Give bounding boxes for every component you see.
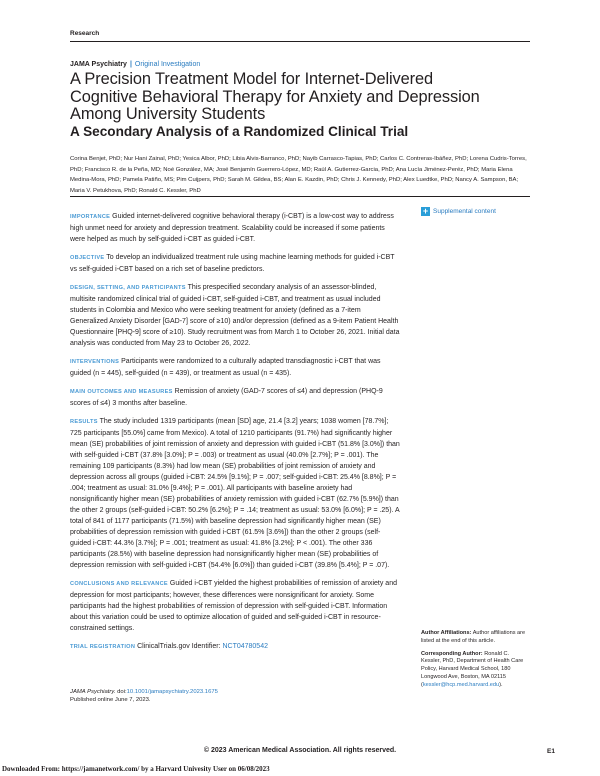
objective-label: OBJECTIVE bbox=[70, 255, 105, 261]
corresponding-author bbox=[421, 651, 530, 690]
interventions-label: INTERVENTIONS bbox=[70, 359, 120, 365]
results-label: RESULTS bbox=[70, 419, 98, 425]
design-text: This prespecified secondary analysis of an assessor-blinded, multisite randomized clinical trial of guided i-CBT, self-guided i-CBT, and treatment as usual included students in Colombia and Mexico who were seeking treatment for anxiety (defined as a 7-item Generalized Anxiety Disorder [GAD-7] score of ≥10) and/or depression (defined as a 9-item Patient Health Questionnaire [PHQ-9] score of ≥10). Study recruitment was from March 1 to October 26, 2021. Initial data analysis was conducted from May 23 to October 26, 2022. bbox=[70, 284, 400, 347]
abstract-importance bbox=[70, 211, 400, 245]
abstract-interventions bbox=[70, 356, 400, 379]
doi-prefix: doi: bbox=[115, 689, 127, 695]
doi-line bbox=[70, 688, 400, 696]
affiliations-note bbox=[421, 630, 530, 646]
abstract-design bbox=[70, 282, 400, 349]
importance-text: Guided internet-delivered cognitive behavioral therapy (i-CBT) is a low-cost way to address high unmet need for anxiety and depression treatment. Scalability could be increased if some patients were helped as much by self-guided i-CBT as guided i-CBT. bbox=[70, 213, 394, 243]
corresponding-end: ). bbox=[499, 681, 503, 688]
header-rule bbox=[70, 41, 530, 42]
citation-block bbox=[70, 688, 400, 704]
conclusions-text: Guided i-CBT yielded the highest probabilities of remission of anxiety and depression for most participants; however, these differences were nonsignificant for anxiety. Some participants had the highest probabilities of remission of depression with self-guided i-CBT. Information about this variation could be used to optimize allocation of guided and self-guided i-CBT in resource-constrained settings. bbox=[70, 580, 397, 632]
abstract-trial bbox=[70, 641, 400, 653]
outcomes-label: MAIN OUTCOMES AND MEASURES bbox=[70, 389, 173, 395]
author-affiliations bbox=[421, 630, 530, 695]
plus-icon: + bbox=[422, 206, 429, 216]
download-stamp: Downloaded From: https://jamanetwork.com/ by a Harvard Univesity User on 06/08/2023 bbox=[2, 765, 270, 773]
affiliations-text: Author affiliations are listed at the end of this article. bbox=[421, 630, 526, 644]
importance-label: IMPORTANCE bbox=[70, 214, 111, 220]
article-subtitle: A Secondary Analysis of a Randomized Clinical Trial bbox=[70, 124, 409, 139]
trial-id-link[interactable]: NCT04780542 bbox=[222, 643, 268, 650]
design-label: DESIGN, SETTING, AND PARTICIPANTS bbox=[70, 285, 186, 291]
abstract-rule bbox=[70, 196, 530, 197]
abstract bbox=[70, 211, 400, 660]
corresponding-text: Ronald C. Kessler, PhD, Department of Health Care Policy, Harvard Medical School, 180 Longwood Ave, Boston, MA 02115 ( bbox=[421, 650, 524, 688]
email-link[interactable]: kessler@hcp.med.harvard.edu bbox=[422, 681, 500, 688]
conclusions-label: CONCLUSIONS AND RELEVANCE bbox=[70, 581, 168, 587]
outcomes-text: Remission of anxiety (GAD-7 scores of ≤4) and depression (PHQ-9 scores of ≤4) 3 months after baseline. bbox=[70, 388, 383, 407]
interventions-text: Participants were randomized to a culturally adapted transdiagnostic i-CBT that was guided (n = 445), self-guided (n = 439), or treatment as usual (n = 435). bbox=[70, 358, 381, 377]
author-list: Corina Benjet, PhD; Nur Hani Zainal, PhD; Yesica Albor, PhD; Libia Alvis-Barranco, PhD; Nayib Carrasco-Tapias, PhD; Carlos C. Contreras-Ibáñez, PhD; Lorena Cudris-Torres, PhD; Francisco R. de la Peña, MD; Noé González, MA; José Benjamín Guerrero-López, MD; Raúl A. Gutierrez-Garcia, PhD; Ana Lucía Jiménez-Peréz, PhD; Maria Elena Medina-Mora, PhD; Pamela Patiño, MS; Pim Cuijpers, PhD; Sarah M. Gildea, BS; Alan E. Kazdin, PhD; Chris J. Kennedy, PhD; Alex Luedtke, PhD; Nancy A. Sampson, BA; Maria V. Petukhova, PhD; Ronald C. Kessler, PhD bbox=[70, 156, 527, 194]
page-number: E1 bbox=[547, 748, 555, 755]
abstract-outcomes bbox=[70, 386, 400, 409]
doi-link[interactable]: 10.1001/jamapsychiatry.2023.1675 bbox=[126, 689, 218, 695]
article-category[interactable]: Original Investigation bbox=[134, 61, 201, 68]
published-date: Published online June 7, 2023. bbox=[70, 697, 151, 703]
abstract-conclusions bbox=[70, 578, 400, 634]
abstract-objective bbox=[70, 252, 400, 275]
article-title: A Precision Treatment Model for Internet-Delivered Cognitive Behavioral Therapy for Anxiety and Depression Among University Students bbox=[70, 70, 480, 123]
corresponding-label: Corresponding Author: bbox=[421, 650, 483, 657]
journal-separator: | bbox=[129, 61, 132, 68]
supplemental-label: Supplemental content bbox=[433, 208, 496, 216]
journal-line bbox=[70, 61, 200, 68]
trial-label: TRIAL REGISTRATION bbox=[70, 644, 136, 650]
affiliations-label: Author Affiliations: bbox=[421, 630, 472, 636]
journal-name: JAMA Psychiatry bbox=[70, 61, 127, 68]
results-text: The study included 1319 participants (mean [SD] age, 21.4 [3.2] years; 1038 women [78.7%]; 725 participants [55.0%] came from Mexico). A total of 1210 participants (91.7%) had significantly higher mean (SE) probabilities of joint remission of anxiety and depression with guided i-CBT (51.8% [3.0%]) than with self-guided i-CBT (37.8% [3.0%]; P = .003) or treatment as usual (40.0% [2.7%]; P = .001). The remaining 109 participants (8.3%) had low mean (SE) probabilities of joint remission of anxiety and depression across all groups (guided i-CBT: 24.5% [9.1%]; P = .007; self-guided i-CBT: 25.4% [8.8%]; P = .004; treatment as usual: 31.0% [9.4%]; P = .001). All participants with baseline anxiety had nonsignificantly higher mean (SE) probabilities of anxiety remission with guided i-CBT (62.7% [5.9%]) than the other 2 groups (self-guided i-CBT: 50.2% [6.2%]; P = .14; treatment as usual: 53.0% [6.0%]; P = .25). A total of 841 of 1177 participants (71.5%) with baseline depression had significantly higher mean (SE) probabilities of depression remission with guided i-CBT (61.5% [3.6%]) than the other 2 groups (self-guided i-CBT: 44.3% [3.7%]; P = .001; treatment as usual: 41.8% [3.2%]; P < .001). The other 336 participants (28.5%) with baseline depression had nonsignificantly higher mean (SE) probabilities of depression remission with self-guided i-CBT (54.4% [6.0%]) than guided i-CBT (39.8% [5.4%]; P = .07). bbox=[70, 418, 400, 569]
abstract-results bbox=[70, 416, 400, 571]
supplemental-content-link[interactable] bbox=[421, 207, 496, 216]
objective-text: To develop an individualized treatment rule using machine learning methods for guided i-CBT vs self-guided i-CBT based on a rich set of baseline predictors. bbox=[70, 254, 395, 273]
trial-text: ClinicalTrials.gov Identifier: bbox=[135, 643, 223, 650]
section-label: Research bbox=[70, 30, 100, 37]
copyright: © 2023 American Medical Association. All rights reserved. bbox=[203, 747, 397, 754]
citation-journal: JAMA Psychiatry. bbox=[70, 689, 116, 695]
